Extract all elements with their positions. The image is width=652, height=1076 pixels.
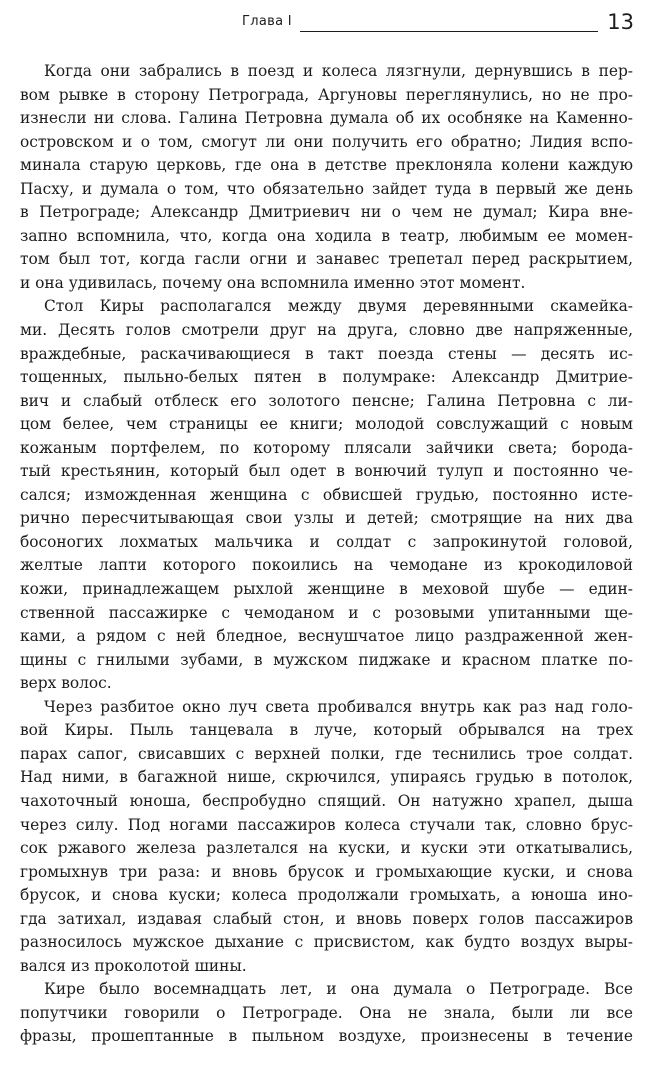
text-line: фразы, прошептанные в пыльном воздухе, произнесены в течение — [20, 1027, 633, 1046]
running-header — [242, 8, 634, 36]
text-line: босоногих лохматых мальчика и солдат с запрокинутой головой, — [20, 532, 633, 551]
text-line: вом рывке в сторону Петрограда, Аргуновы переглянулись, но не про- — [20, 85, 633, 104]
text-line: сок ржавого железа разлетался на куски, и куски эти откатывались, — [20, 839, 633, 858]
text-line: разносилось мужское дыхание с присвистом, как будто воздух выры- — [20, 933, 633, 952]
text-line: брусок, и снова куски; колеса продолжали громыхать, а юноша ино- — [20, 886, 633, 905]
paragraph — [20, 978, 633, 1049]
chapter-title: Глава I — [242, 14, 292, 29]
text-line: рично пересчитывающая свои узлы и детей; смотрящие на них два — [20, 509, 633, 528]
text-line: чахоточный юноша, беспробудно спящий. Он натужно храпел, дыша — [20, 791, 633, 810]
page-number: 13 — [607, 10, 634, 34]
text-line: гда затихал, издавая слабый стон, и вновь поверх голов пассажиров — [20, 909, 633, 928]
text-line: том был тот, когда гасли огни и занавес трепетал перед раскрытием, — [20, 250, 633, 269]
paragraph — [20, 696, 633, 979]
text-line: Кире было восемнадцать лет, и она думала о Петрограде. Все — [44, 980, 633, 999]
text-line: кожи, принадлежащем рыхлой женщине в меховой шубе — един- — [20, 580, 633, 599]
paragraph — [20, 60, 633, 295]
text-line: ками, а рядом с ней бледное, веснушчатое лицо раздраженной жен- — [20, 627, 633, 646]
text-line: щины с гнилыми зубами, в мужском пиджаке и красном платке по- — [20, 650, 633, 669]
text-line: минала старую церковь, где она в детстве преклоняла колени каждую — [20, 156, 633, 175]
text-line: тый крестьянин, который был одет в вонючий тулуп и постоянно че- — [20, 462, 633, 481]
text-line: ственной пассажирке с чемоданом и с розовыми упитанными ще- — [20, 603, 633, 622]
text-line: вался из проколотой шины. — [20, 956, 247, 975]
header-rule — [300, 31, 598, 32]
text-line: вич и слабый отблеск его золотого пенсне; Галина Петровна с ли- — [20, 391, 633, 410]
body-text — [20, 60, 633, 1049]
text-line: попутчики говорили о Петрограде. Она не знала, были ли все — [20, 1003, 633, 1022]
text-line: запно вспомнила, что, когда она ходила в театр, любимым ее момен- — [20, 226, 633, 245]
text-line: изнесли ни слова. Галина Петровна думала об их особняке на Каменно- — [20, 109, 633, 128]
text-line: и она удивилась, почему она вспомнила именно этот момент. — [20, 273, 526, 292]
text-line: тощенных, пыльно-белых пятен в полумраке: Александр Дмитрие- — [20, 368, 633, 387]
text-line: желтые лапти которого покоились на чемодане из крокодиловой — [20, 556, 633, 575]
text-line: верх волос. — [20, 674, 112, 693]
text-line: Когда они забрались в поезд и колеса лязгнули, дернувшись в пер- — [44, 62, 633, 80]
text-line: Стол Киры располагался между двумя деревянными скамейка- — [44, 297, 633, 316]
text-line: парах сапог, свисавших с верхней полки, где теснились трое солдат. — [20, 744, 633, 763]
text-line: вой Киры. Пыль танцевала в луче, который обрывался на трех — [20, 721, 633, 740]
text-line: Пасху, и думала о том, что обязательно зайдет туда в первый же день — [20, 179, 633, 198]
text-line: враждебные, раскачивающиеся в такт поезда стены — десять ис- — [20, 344, 633, 363]
text-line: громыхнув три раза: и вновь брусок и громыхающие куски, и снова — [20, 862, 633, 881]
text-line: в Петрограде; Александр Дмитриевич ни о чем не думал; Кира вне- — [20, 203, 633, 222]
text-line: цом белее, чем страницы ее книги; молодой совслужащий с новым — [20, 415, 633, 434]
text-line: островском и о том, смогут ли они получить его обратно; Лидия вспо- — [20, 132, 633, 151]
paragraph — [20, 295, 633, 695]
text-line: ми. Десять голов смотрели друг на друга, словно две напряженные, — [20, 321, 633, 340]
text-line: сался; изможденная женщина с обвисшей грудью, постоянно исте- — [20, 485, 633, 504]
text-line: Через разбитое окно луч света пробивался внутрь как раз над голо- — [44, 697, 633, 716]
text-line: Над ними, в багажной нише, скрючился, упираясь грудью в потолок, — [20, 768, 633, 787]
text-line: через силу. Под ногами пассажиров колеса стучали так, словно брус- — [20, 815, 633, 834]
text-line: кожаным портфелем, по которому плясали зайчики света; борода- — [20, 438, 633, 457]
